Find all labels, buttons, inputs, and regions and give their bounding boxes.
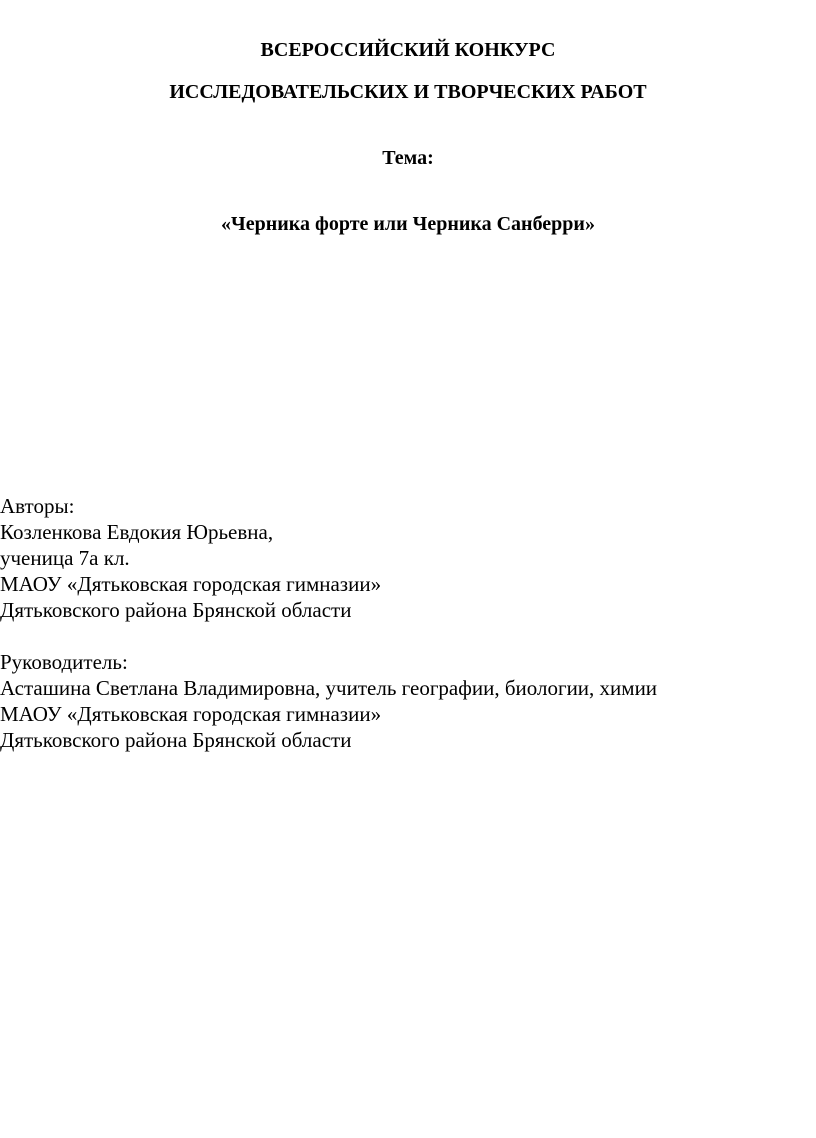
author-grade: ученица 7а кл.: [0, 546, 130, 570]
theme-label: Тема:: [382, 147, 434, 169]
authors-block: [0, 493, 381, 623]
author-region: Дятьковского района Брянской области: [0, 598, 352, 622]
supervisor-school: МАОУ «Дятьковская городская гимназии»: [0, 702, 382, 726]
author-name: Козленкова Евдокия Юрьевна,: [0, 520, 274, 544]
contest-title-line-2: ИССЛЕДОВАТЕЛЬСКИХ И ТВОРЧЕСКИХ РАБОТ: [169, 81, 647, 103]
author-school: МАОУ «Дятьковская городская гимназии»: [0, 572, 382, 596]
authors-label: Авторы:: [0, 494, 75, 518]
supervisor-name: Асташина Светлана Владимировна, учитель географии, биологии, химии: [0, 676, 658, 700]
supervisor-label: Руководитель:: [0, 650, 128, 674]
contest-title-line-1: ВСЕРОССИЙСКИЙ КОНКУРС: [260, 39, 556, 61]
work-title: «Черника форте или Черника Санберри»: [221, 213, 595, 235]
supervisor-block: [0, 649, 657, 753]
supervisor-region: Дятьковского района Брянской области: [0, 728, 352, 752]
